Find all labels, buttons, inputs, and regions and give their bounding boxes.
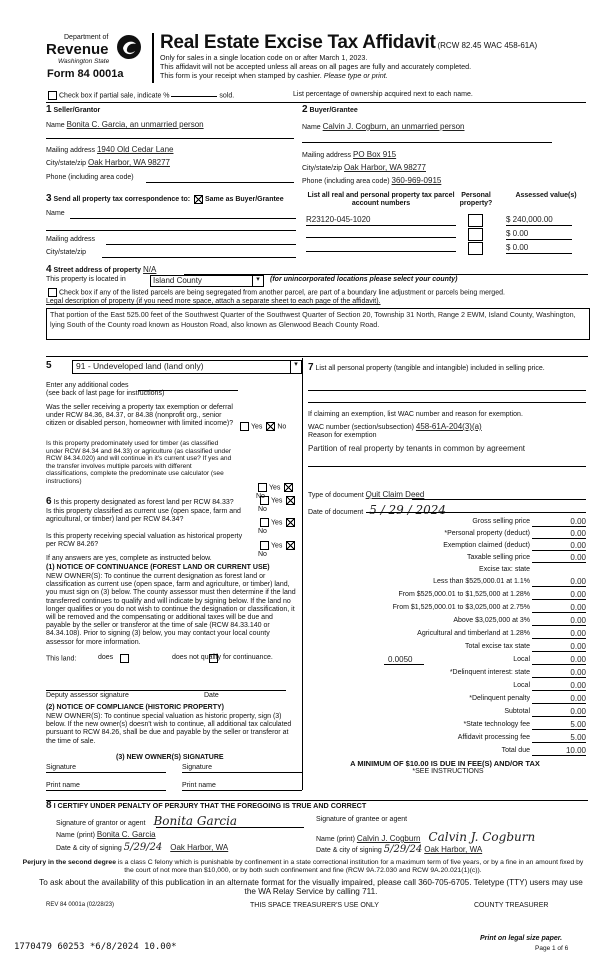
legal-desc-label: Legal description of property (if you need more space, attach a separate sheet to each page of the affidavit). [46, 298, 381, 305]
rev-number: REV 84 0001a (02/28/23) [46, 902, 115, 908]
sec3-city-label: City/state/zip [46, 249, 87, 256]
tax-row-label: From $1,525,000.01 to $3,025,000 at 2.75% [392, 604, 530, 611]
sec7-number: 7 [308, 362, 314, 373]
subtext-3b: Please type or print. [323, 71, 388, 80]
perjury-notice [18, 859, 588, 875]
does-not-label: does not qualify for continuance. [172, 654, 273, 661]
wac-field[interactable]: 458-61A-204(3)(a) [415, 422, 482, 431]
property-use-value: 91 - Undeveloped land (land only) [76, 361, 204, 371]
tax-row [308, 656, 588, 667]
grantor-sig-line [156, 827, 304, 828]
tax-row-value[interactable]: 0.00 [570, 629, 586, 638]
exemption-question: Was the seller receiving a property tax exemption or deferral under RCW 84.36, 84.37, or 84.38 (nonprofit org., senior citizen or disabled person, homeowner with limited income)? [46, 404, 234, 428]
current-use-answer [258, 518, 304, 536]
grantor-name-row [56, 830, 306, 840]
tax-row-label: *Delinquent penalty [469, 695, 530, 702]
current-use-question: Is this property classified as current use (open space, farm and agricultural, or timber) land per RCW 84.34? [46, 508, 241, 524]
forest-answer [258, 496, 304, 514]
seller-mail-field[interactable]: 1940 Old Cedar Lane [96, 145, 174, 154]
tax-row [308, 734, 588, 745]
tax-row [308, 695, 588, 706]
parcel-number-field[interactable] [306, 237, 456, 238]
tax-row-label: Gross selling price [472, 518, 530, 525]
buyer-name-label: Name [302, 124, 321, 131]
partial-divider [46, 102, 586, 103]
tax-row-value[interactable]: 0.00 [570, 577, 586, 586]
segregated-row [46, 288, 588, 298]
print-name-label: Print name [182, 782, 216, 789]
forest-question-text: Is this property designated as forest land per RCW 84.33? [53, 499, 234, 506]
chevron-down-icon: ▾ [252, 276, 263, 286]
unincorporated-note: (for unincorporated locations please select your county) [270, 276, 458, 283]
county-row [46, 276, 588, 284]
sec3-mail-field[interactable] [106, 244, 296, 245]
signature-label: Signature [46, 764, 76, 771]
personal-property-line[interactable] [308, 402, 586, 403]
assessed-value-field[interactable]: $ 0.00 [506, 243, 572, 254]
tax-row [308, 643, 588, 654]
historic-question: Is this property receiving special valuation as historical property per RCW 84.26? [46, 533, 243, 549]
doc-date-label: Date of document [308, 509, 364, 517]
deputy-signature-line[interactable] [46, 690, 286, 691]
buyer-phone-label: Phone (including area code) [302, 178, 390, 185]
seller-number: 1 [46, 104, 52, 115]
recording-stamp: 1770479 60253 *6/8/2024 10.00* [14, 942, 177, 952]
sec3-name-row [46, 210, 296, 218]
personal-property-checkbox[interactable] [468, 242, 483, 255]
tax-row-value[interactable]: 0.00 [570, 681, 586, 690]
tax-row-value[interactable]: 0.00 [570, 616, 586, 625]
historic-answer [258, 541, 304, 559]
subtext-1: Only for sales in a single location code on or after March 1, 2023. [160, 53, 368, 62]
grantor-name-label: Name (print) [56, 832, 95, 839]
grantee-date-row [316, 844, 588, 856]
segregated-label: Check box if any of the listed parcels are being segregated from another parcel, are part of a boundary line adjustment or parcels being merged. [59, 289, 505, 297]
parcel-table [306, 192, 588, 262]
sec3-mail-row [46, 236, 296, 244]
tax-row [308, 682, 588, 693]
tax-row-label: *Delinquent interest: state [449, 669, 530, 676]
grantor-date-label: Date & city of signing [56, 845, 122, 852]
tax-row [308, 554, 588, 565]
new-owner-signature-heading: (3) NEW OWNER(S) SIGNATURE [116, 754, 224, 761]
segregated-checkbox[interactable] [48, 288, 57, 297]
additional-codes-field[interactable] [138, 390, 238, 391]
tax-row [308, 669, 588, 680]
treasurer-use-only: THIS SPACE TREASURER'S USE ONLY [250, 902, 379, 909]
tax-row [308, 721, 588, 732]
tax-row [308, 542, 588, 553]
section-divider [46, 356, 588, 357]
tax-row-label: Subtotal [504, 708, 530, 715]
grantee-name-label: Name (print) [316, 836, 355, 843]
seller-mail-row [46, 145, 296, 155]
subtext-3a: This form is your receipt when stamped by cashier. [160, 71, 322, 80]
seller-name-row [46, 120, 296, 130]
tax-calculation [308, 518, 588, 790]
form-number: Form 84 0001a [47, 68, 124, 80]
doc-type-label: Type of document [308, 492, 364, 499]
tax-row [308, 518, 588, 529]
reason-line [308, 466, 586, 467]
subtext-3 [160, 71, 590, 80]
seller-mail-label: Mailing address [46, 147, 96, 154]
buyer-city-row [302, 163, 588, 173]
print-name-label: Print name [46, 782, 80, 789]
doc-date-row [308, 503, 588, 517]
grantee-signature[interactable]: Calvin J. Cogburn [428, 830, 536, 844]
partial-sale-checkbox[interactable] [48, 91, 57, 100]
seller-city-row [46, 158, 296, 168]
assessed-header: Assessed value(s) [515, 192, 577, 199]
seller-name-label: Name [46, 122, 65, 129]
yes-label: Yes [271, 542, 283, 550]
tax-row-value[interactable]: 0.00 [570, 529, 586, 538]
tax-row-label: Total excise tax state [465, 643, 530, 650]
partial-sale-row [46, 91, 586, 101]
sec3-heading: Send all property tax correspondence to: [53, 196, 191, 203]
grantor-date-field[interactable]: 5/29/24 [123, 842, 163, 853]
forest-question [46, 496, 246, 508]
current-use-no-checkbox[interactable] [286, 518, 295, 527]
tax-row-label: Local [513, 656, 530, 663]
partial-sale-sold: sold. [219, 92, 235, 100]
timber-question: Is this property predominately used for timber (as classified under RCW 84.34 and 84.33) or agriculture (as classified under RCW 84.34.020) and will continue in it's current use? If yes and the transfer involves multiple parcels with different classifications, complete the predominate use calculator (see instructions) [46, 440, 232, 485]
tax-row-label: Affidavit processing fee [457, 734, 530, 741]
grantor-date-row [56, 842, 306, 854]
personal-header: Personal property? [459, 192, 493, 208]
dept-line-2: Revenue [46, 41, 109, 58]
accessibility-notice: To ask about the availability of this publication in an alternate format for the visually impaired, please call 360-705-6705. Teletype (TTY) users may use the WA Relay Service by calling 711. [39, 878, 583, 897]
yes-label: Yes [269, 484, 281, 492]
this-land-label: This land: [46, 655, 77, 663]
assessed-value-field[interactable]: $ 240,000.00 [506, 215, 572, 226]
perjury-bold: Perjury in the second degree [22, 859, 116, 866]
seller-heading: Seller/Grantor [53, 107, 101, 114]
wac-label: WAC number (section/subsection) [308, 424, 414, 431]
tax-row-value[interactable]: 0.00 [570, 590, 586, 599]
yes-label: Yes [271, 497, 283, 505]
sec7-heading-row [308, 362, 578, 374]
buyer-phone-field[interactable]: 360-969-0915 [391, 176, 442, 185]
certify-heading [46, 800, 588, 812]
forest-land-section [46, 496, 304, 826]
doc-type-field[interactable]: Quit Claim Deed [365, 490, 425, 499]
exemption-no-checkbox[interactable] [266, 422, 275, 431]
partial-sale-label: Check box if partial sale, indicate % [59, 92, 170, 100]
buyer-mail-field[interactable]: PO Box 915 [352, 150, 397, 159]
tax-row [308, 591, 588, 602]
timber-yes-checkbox[interactable] [258, 483, 267, 492]
grantee-name-row [316, 830, 588, 844]
tax-row [308, 617, 588, 628]
continuance-qualify-row [46, 654, 304, 664]
no-label: No [258, 505, 267, 513]
buyer-city-field[interactable]: Oak Harbor, WA 98277 [344, 163, 426, 172]
personal-property-section [308, 362, 588, 502]
tax-row-label: Agricultural and timberland at 1.28% [417, 630, 530, 637]
tax-row-value[interactable]: 0.00 [570, 655, 586, 664]
additional-codes-row [46, 382, 304, 399]
county-treasurer: COUNTY TREASURER [474, 902, 549, 909]
tax-row-value[interactable]: 5.00 [570, 720, 586, 729]
dept-line-1: Department of [64, 34, 109, 41]
forest-yes-checkbox[interactable] [260, 496, 269, 505]
tax-correspondence-section [46, 193, 298, 263]
scan-top-margin [0, 0, 600, 8]
exemption-yes-checkbox[interactable] [240, 422, 249, 431]
grantee-name-field[interactable]: Calvin J. Cogburn [356, 834, 421, 843]
sec8-number: 8 [46, 800, 52, 811]
doc-type-row [308, 490, 588, 500]
timber-no-checkbox[interactable] [284, 483, 293, 492]
tax-row-label: *State technology fee [463, 721, 530, 728]
document-info [308, 490, 588, 518]
grantee-city-field[interactable]: Oak Harbor, WA [424, 845, 483, 854]
tax-row-value[interactable]: 0.00 [570, 517, 586, 526]
tax-row-label: Taxable selling price [466, 554, 530, 561]
buyer-mail-row [302, 150, 588, 160]
tax-row-label: *Personal property (deduct) [444, 530, 530, 537]
buyer-heading: Buyer/Grantee [309, 107, 358, 114]
grantor-signature[interactable]: Bonita Garcia [153, 814, 238, 828]
tax-row-label: Above $3,025,000 at 3% [453, 617, 530, 624]
doc-type-line [412, 499, 586, 500]
personal-property-checkbox[interactable] [468, 214, 483, 227]
column-divider [302, 358, 303, 790]
tax-row-value[interactable]: 0.00 [570, 707, 586, 716]
grantor-city-field[interactable]: Oak Harbor, WA [170, 843, 229, 852]
seller-name-field[interactable]: Bonita C. Garcia, an unmarried person [66, 120, 204, 129]
legal-description-field[interactable]: That portion of the East 525.00 feet of the Southwest Quarter of the Southwest Quarter of Section 20, Township 31 North, Range 2 EWM, Island County, Washington, lying South of the County road known as Houston Road, also known as Glenwood Beach County Road. [46, 308, 590, 340]
chevron-down-icon: ▾ [290, 361, 301, 373]
grantee-signature-row [316, 816, 588, 824]
tax-row-label: From $525,000.01 to $1,525,000 at 1.28% [398, 591, 530, 598]
sec7-heading: List all personal property (tangible and intangible) included in selling price. [315, 365, 545, 372]
deputy-date-label: Date [204, 692, 219, 699]
historic-yes-checkbox[interactable] [260, 541, 269, 550]
tax-row [308, 530, 588, 541]
assessed-value-field[interactable]: $ 0.00 [506, 229, 572, 240]
notice-compliance-body: NEW OWNER(S): To continue special valuation as historic property, sign (3) below. If the new owner(s) doesn't wish to continue, all additional tax calculated pursuant to RCW 84.26, shall be due and payable by the seller or transferor at the time of sale. [46, 713, 292, 745]
exemption-answer [238, 422, 286, 432]
sec3-mail-label: Mailing address [46, 236, 96, 243]
reason-label: Reason for exemption [308, 432, 377, 439]
tax-row-label: Less than $525,000.01 at 1.1% [433, 578, 530, 585]
buyer-section [302, 104, 588, 186]
exemption-claim-label: If claiming an exemption, list WAC number and reason for exemption. [308, 411, 523, 418]
doc-date-line [366, 512, 586, 513]
wac-row [308, 422, 588, 432]
no-label: No [258, 550, 267, 558]
grantor-name-field[interactable]: Bonita C. Garcia [96, 830, 156, 839]
sec6-number: 6 [46, 496, 52, 507]
seller-city-label: City/state/zip [46, 160, 87, 167]
same-as-buyer-checkbox[interactable] [194, 195, 203, 204]
grantor-signature-row [56, 814, 306, 828]
sec3-city-row [46, 249, 296, 257]
street-row [46, 264, 588, 276]
codes-label: Enter any additional codes [46, 382, 129, 389]
seller-phone-row [46, 174, 296, 182]
sec3-number: 3 [46, 193, 52, 204]
tax-row [308, 604, 588, 615]
minimum-due-note: A MINIMUM OF $10.00 IS DUE IN FEE(S) AND/OR TAX [350, 759, 540, 768]
seller-city-field[interactable]: Oak Harbor, WA 98277 [88, 158, 170, 167]
sec4-number: 4 [46, 264, 52, 275]
title-rcw: (RCW 82.45 WAC 458-61A) [437, 41, 538, 50]
notice-continuance-body: NEW OWNER(S): To continue the current designation as forest land or classification as current use (open space, farm and agriculture, or timber) land, you must sign on (3) below. The county assessor must then determine if the land transferred continues to qualify and will indicate by signing below. If the land no longer qualifies or you do not wish to continue the designation or classification, it will be removed and the compensating or additional taxes will be due and payable by the seller or transferor at the time of sale (RCW 84.33.140 or 84.34.108). Prior to signing (3) below, you may contact your local county assessor for more information. [46, 573, 296, 646]
does-checkbox[interactable] [120, 654, 129, 663]
forest-no-checkbox[interactable] [286, 496, 295, 505]
buyer-name-row [302, 122, 588, 132]
tax-row-value[interactable]: 0.00 [570, 541, 586, 550]
sec3-city-field[interactable] [102, 257, 296, 258]
no-label: No [258, 527, 267, 535]
legal-size-note: Print on legal size paper. [480, 935, 563, 942]
doc-date-field[interactable]: 5 / 29 / 2024 [369, 503, 447, 518]
reason-field[interactable]: Partition of real property by tenants in common by agreement [308, 444, 525, 453]
codes-instructions: (see back of last page for instructions) [46, 390, 165, 398]
perjury-text: is a class C felony which is punishable by confinement in a state correctional institution for a maximum term of five years, or by a fine in an amount fixed by the court of not more than $10,000, or by both such confinement and fine (RCW 9A.72.030 and RCW 9A.20.021(1)(c)). [117, 859, 584, 875]
ownership-note: List percentage of ownership acquired next to each name. [293, 91, 473, 98]
grantee-sig-label: Signature of grantee or agent [316, 816, 408, 823]
deputy-signature-label: Deputy assessor signature [46, 692, 129, 699]
see-instructions: *SEE INSTRUCTIONS [412, 768, 484, 775]
sec3-name-field[interactable] [70, 218, 296, 219]
seller-blank-line [46, 138, 294, 139]
tax-row-value[interactable]: 0.00 [570, 642, 586, 651]
tax-row [308, 630, 588, 641]
buyer-city-label: City/state/zip [302, 165, 343, 172]
county-select-value: Island County [153, 276, 202, 285]
notice-continuance-heading: (1) NOTICE OF CONTINUANCE (FOREST LAND OR CURRENT USE) [46, 564, 270, 571]
yes-label: Yes [271, 519, 283, 527]
buyer-number: 2 [302, 104, 308, 115]
no-label: No [256, 492, 265, 500]
sec5-number: 5 [46, 360, 52, 371]
header-subtext [160, 53, 590, 80]
buyer-name-field[interactable]: Calvin J. Cogburn, an unmarried person [322, 122, 465, 131]
page-number: Page 1 of 6 [535, 945, 569, 952]
parcel-number-field[interactable]: R23120-045-1020 [306, 215, 456, 226]
tax-row-value[interactable]: 5.00 [570, 733, 586, 742]
page-title [160, 32, 590, 55]
property-use-section [46, 360, 304, 500]
wa-logo-icon [116, 34, 142, 60]
personal-property-checkbox[interactable] [468, 228, 483, 241]
tax-row-value[interactable]: 0.00 [570, 603, 586, 612]
tax-row-value[interactable]: 0.00 [570, 668, 586, 677]
tax-row [308, 708, 588, 719]
local-rate-line [384, 664, 424, 665]
buyer-mail-label: Mailing address [302, 152, 352, 159]
yes-label: Yes [251, 423, 263, 431]
tax-row-label: Exemption claimed (deduct) [443, 542, 530, 549]
seller-phone-label: Phone (including area code) [46, 174, 134, 181]
notice-compliance-heading: (2) NOTICE OF COMPLIANCE (HISTORIC PROPERTY) [46, 704, 224, 711]
grantor-sig-label: Signature of grantor or agent [56, 820, 146, 827]
property-location-section [46, 264, 588, 336]
no-label: No [277, 423, 287, 431]
personal-property-line[interactable] [308, 390, 586, 391]
tax-row-label: Local [513, 682, 530, 689]
certification-section [46, 800, 588, 858]
street-label: Street address of property [53, 267, 142, 274]
seller-phone-field[interactable] [146, 182, 294, 183]
historic-no-checkbox[interactable] [286, 541, 295, 550]
buyer-blank-line [302, 142, 552, 143]
tax-row-value[interactable]: 10.00 [565, 746, 586, 755]
parcel-number-field[interactable] [306, 251, 456, 252]
county-select[interactable] [150, 275, 264, 287]
seller-section [46, 104, 296, 186]
certify-text: I CERTIFY UNDER PENALTY OF PERJURY THAT THE FOREGOING IS TRUE AND CORRECT [53, 801, 367, 810]
excise-state-label: Excise tax: state [479, 566, 530, 573]
sec3-blank-line [46, 230, 296, 231]
tax-row-label: Total due [501, 747, 530, 754]
street-field[interactable]: N/A [143, 265, 157, 274]
does-label: does [98, 654, 114, 661]
current-use-yes-checkbox[interactable] [260, 518, 269, 527]
grantee-date-label: Date & city of signing [316, 847, 382, 854]
if-yes-note: If any answers are yes, complete as instructed below. [46, 555, 212, 562]
parcel-header: List all real and personal property tax parcel account numbers [307, 192, 455, 208]
county-label: This property is located in [46, 276, 126, 283]
header-divider [152, 33, 154, 83]
tax-row [308, 578, 588, 589]
dept-line-3: Washington State [58, 58, 110, 65]
subtext-2: This affidavit will not be accepted unless all areas on all pages are fully and accurately completed. [160, 62, 472, 71]
tax-row [308, 747, 588, 758]
local-rate-field[interactable]: 0.0050 [388, 655, 413, 664]
tax-row-value[interactable]: 0.00 [570, 694, 586, 703]
property-use-select[interactable] [72, 360, 302, 374]
same-as-buyer-label: Same as Buyer/Grantee [205, 196, 284, 203]
buyer-phone-row [302, 176, 588, 186]
signature-label: Signature [182, 764, 212, 771]
tax-row-value[interactable]: 0.00 [570, 553, 586, 562]
grantee-date-field[interactable]: 5/29/24 [383, 844, 423, 855]
title-text: Real Estate Excise Tax Affidavit [160, 32, 436, 53]
sec3-name-label: Name [46, 210, 65, 217]
